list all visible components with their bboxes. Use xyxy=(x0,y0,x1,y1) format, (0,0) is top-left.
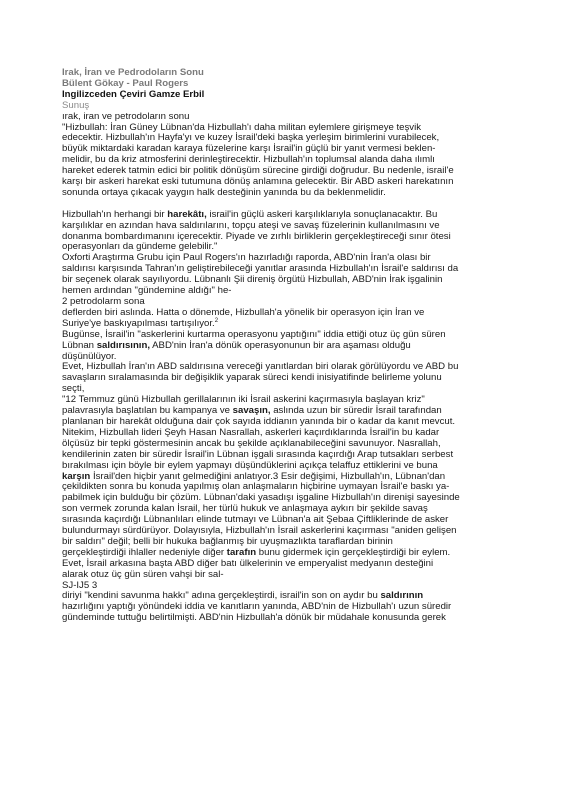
text-line: pabilmek için bulduğu bir çözüm. Lübnan'daki yasadışı işgaline Hizbullah'ın direnişi sayesinde xyxy=(62,492,460,504)
footnote-marker: 2 xyxy=(214,317,219,324)
text-line: düşünülüyor. xyxy=(62,350,117,362)
bold-word: tarafın xyxy=(226,546,257,558)
section-heading: Sunuş xyxy=(62,99,90,111)
text-line: bir seçenek olarak sayılıyordu. Lübnanlı Şii direniş örgütü Hizbullah, ABD'nin İrak işgalinin xyxy=(62,274,443,286)
text-line: "Hizbullah: İran Güney Lübnan'da Hizbullah'ı daha militan eylemlere girişmeye teşvik xyxy=(62,121,422,133)
text-line: bir saldırı" değil; belli bir hukuka bağlanmış bir uyuşmazlıkta taraflardan birinin xyxy=(62,535,393,547)
bold-word: saldırısının, xyxy=(96,339,151,351)
text-line: Hizbullah'ın herhangi bir harekâtı, israil'in güçlü askeri karşılıklarıyla sonuçlanacaktır. Bu xyxy=(62,208,438,220)
text-line: planlanan bir harekât olduğuna dair çok sayıda iddianın yanında bir o kadar da kanıt mevcut. xyxy=(62,415,456,427)
text-line: sonunda ortaya çıkacak yaygın halk desteğinin yanında bu da beklenmelidir. xyxy=(62,186,386,198)
text-line: çekildikten sonra bu konuda yapılmış olan anlaşmaların hiçbirine uymayan İsrail'e baskı ya- xyxy=(62,481,450,493)
section-subtitle: ırak, iran ve petrodoların sonu xyxy=(62,110,190,122)
text-line: karşı bir askeri harekat eski tutumuna dönüş anlamına gelecektir. Bir ABD askeri harekatının xyxy=(62,176,454,188)
text-line: karşın İsrail'den hiçbir yanıt gelmediğini anlatıyor.3 Esir değişimi, Hizbullah'ın, Lübnan'dan xyxy=(62,470,446,482)
text-line: diriyi "kendini savunma hakkı" adına gerçekleştirdi, israil'in son on aydır bu saldırının xyxy=(62,590,424,602)
text-line: Lübnan saldırısının, ABD'nin İran'a dönük operasyonunun bir ara aşaması olduğu xyxy=(62,339,411,351)
text-line: Oxforti Araştırma Grubu için Paul Rogers'ın hazırladığı raporda, ABD'nin İran'a olası bir xyxy=(62,252,431,264)
text-line: palavrasıyla başlatılan bu kampanya ve savaşın, aslında uzun bir süredir İsrail tarafından xyxy=(62,405,442,417)
text-line: saldırısı karşısında Tahran'ın geliştirebileceği yanıtlar arasında Hizbullah'ın İsrail'e saldırısı da xyxy=(62,263,459,275)
paragraph-2 xyxy=(62,210,532,254)
text-line: seçti, xyxy=(62,383,85,395)
text-line: Suriye'ye baskıyapılması tartışılıyor.$^2$ xyxy=(62,317,219,329)
text-line: bulundurmayı sürdürüyor. Dolayısıyla, Hizbullah'ın İsrail askerlerini kaçırması "aniden gelişen xyxy=(62,525,457,537)
page-footer: 2 petrodolarm sona xyxy=(62,296,145,308)
translation-credit: Ingilizceden Çeviri Gamze Erbil xyxy=(62,88,205,100)
text-line: bırakılması için böyle bir eylem yapmayı düşündüklerini açıkça telaffuz ettiklerini ve buna xyxy=(62,459,438,471)
bold-word: savaşın, xyxy=(232,405,271,417)
text-line: ölçüsüz bir tepki göstermesinin ancak bu şekilde açıklanabileceğini savunuyor. Nasrallah, xyxy=(62,437,441,449)
bold-word: saldırının xyxy=(380,590,424,602)
text-line: hareket ederek tatmin edici bir politik dönüşüm sürecine girdiği doğrudur. Bu nedenle, israil'e xyxy=(62,165,454,177)
bold-word: karşın xyxy=(62,470,91,482)
paragraph-3 xyxy=(62,253,532,297)
paragraph-7 xyxy=(62,591,532,624)
page-footer: SJ-IJ5 3 xyxy=(62,579,98,591)
text-line: karşılıklar en azından hava saldırılarını, topçu ateşi ve savaş füzelerinin kullanılmasını ve xyxy=(62,219,440,231)
paragraph-6 xyxy=(62,395,532,580)
text-line: hemen ardından "gündemine aldığı" he- xyxy=(62,285,232,297)
text-line: Evet, Hizbullah İran'ın ABD saldırısına vereceği yanıtlardan biri olarak görülüyordu ve ABD bu xyxy=(62,361,459,373)
document-authors: Bülent Gökay - Paul Rogers xyxy=(62,77,189,89)
text-line: alarak otuz üç gün süren vahşi bir sal- xyxy=(62,568,224,580)
text-line: savaşların sıralamasında bir değişiklik yaparak süreci kendi inisiyatifinde belirleme yolunu xyxy=(62,372,442,384)
text-line: gündeminde tuttuğu belirtilmişti. ABD'nin Hizbullah'a dönük bir müdahale konusunda gerek xyxy=(62,612,446,624)
paragraph-1 xyxy=(62,123,532,199)
text-line: operasyonları da gündeme gelebilir." xyxy=(62,241,218,253)
document-title: Irak, İran ve Pedrodoların Sonu xyxy=(62,67,204,78)
text-line: edecektir. Hizbullah'ın Hayfa'yı ve kuzey İsrail'deki başka yerleşim birimlerini vurabilecek, xyxy=(62,132,440,144)
text-line: Evet, İsrail arkasına başta ABD diğer batı ülkelerinin ve emperyalist medyanın desteğini xyxy=(62,557,434,569)
text-line: melidir, bu da kriz atmosferini derinleştirecektir. Hizbullah'ın toplumsal alanda daha ılımlı xyxy=(62,154,435,166)
text-line: gerçekleştirdiği ihlaller nedeniyle diğer tarafın bunu gidermek için gerçekleştirdiği bir eylem. xyxy=(62,546,451,558)
text-line: donanma bombardımanını içerecektir. Piyade ve zırhlı birliklerin gerçekleştireceği sınır ötesi xyxy=(62,230,451,242)
text-line: Bugünse, İsrail'in "askerlerini kurtarma operasyonu yaptığını" iddia ettiği otuz üç gün süren xyxy=(62,328,446,340)
text-line: deflerden biri aslında. Hatta o dönemde, Hizbullah'a yönelik bir operasyon için İran ve xyxy=(62,306,425,318)
document-page xyxy=(62,68,532,624)
text-line: hazırlığını yaptığı yönündeki iddia ve kanıtların yanında, ABD'nin de Hizbullah'ı uzun süredir xyxy=(62,601,452,613)
text-line: Nitekim, Hizbullah lideri Şeyh Hasan Nasrallah, askerleri kaçırdıklarında İsrail'in bu kadar xyxy=(62,426,440,438)
text-line: kendilerinin zaten bir süredir İsrail'in Lübnan işgali sırasında kaçırdığı Arap tutsakları serbest xyxy=(62,448,454,460)
paragraph-5 xyxy=(62,362,532,395)
text-line: sırasında kaçırdığı Lübnanlıları elinde tutmayı ve Lübnan'a ait Şebaa Çiftliklerinde de asker xyxy=(62,514,449,526)
text-line: son vermek zorunda kalan İsrail, her türlü hukuk ve anlaşmaya aykırı bir şekilde savaş xyxy=(62,503,428,515)
paragraph-4 xyxy=(62,308,532,363)
text-line: büyük miktardaki karadan karaya füzelerine karşı İsrail'in güçlü bir yanıt vermesi beklen- xyxy=(62,143,436,155)
text-line: "12 Temmuz günü Hizbullah gerillalarının iki İsrail askerini kaçırmasıyla başlayan kriz" xyxy=(62,394,425,406)
bold-word: harekâtı, xyxy=(167,208,207,220)
